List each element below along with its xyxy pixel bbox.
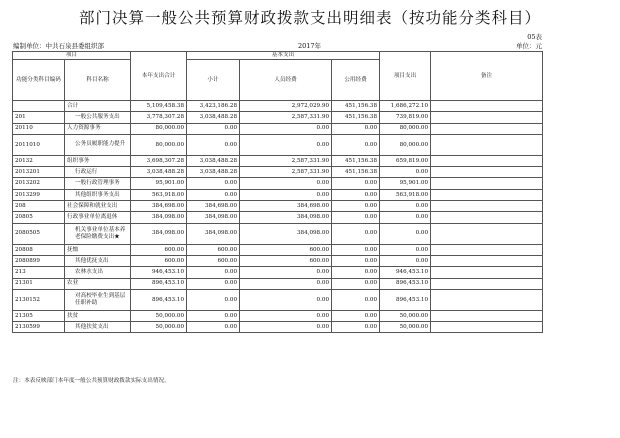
cell-subtotal: 3,038,488.28	[187, 155, 240, 166]
table-row	[13, 223, 543, 244]
header-subtotal: 小计	[187, 60, 240, 101]
header-project-exp: 项目支出	[380, 52, 431, 101]
cell-public: 451,156.38	[332, 167, 380, 178]
cell-personnel: 600.00	[240, 255, 332, 266]
cell-project: 50,000.00	[380, 310, 431, 321]
cell-code: 2011010	[13, 134, 65, 155]
cell-code: 21305	[13, 310, 65, 321]
cell-personnel: 0.00	[240, 310, 332, 321]
cell-total: 384,098.00	[131, 212, 187, 223]
cell-total: 80,000.00	[131, 134, 187, 155]
cell-subtotal: 600.00	[187, 255, 240, 266]
cell-name: 扶贫	[65, 310, 131, 321]
cell-remark	[431, 167, 543, 178]
header-annual-total: 本年支出合计	[131, 52, 187, 101]
cell-public: 0.00	[332, 322, 380, 333]
cell-total: 563,918.00	[131, 189, 187, 200]
cell-remark	[431, 155, 543, 166]
cell-remark	[431, 255, 543, 266]
header-public: 公用经费	[332, 60, 380, 101]
table-row	[13, 267, 543, 278]
cell-total: 3,038,488.28	[131, 167, 187, 178]
cell-subtotal: 0.00	[187, 322, 240, 333]
cell-project: 0.00	[380, 212, 431, 223]
cell-public: 451,156.38	[332, 112, 380, 123]
table-row	[13, 289, 543, 310]
cell-public: 0.00	[332, 244, 380, 255]
cell-subtotal: 0.00	[187, 267, 240, 278]
cell-remark	[431, 134, 543, 155]
table-row	[13, 255, 543, 266]
cell-name: 组织事务	[65, 155, 131, 166]
cell-personnel: 0.00	[240, 278, 332, 289]
cell-total: 50,000.00	[131, 310, 187, 321]
money-unit: 单位：元	[516, 42, 542, 50]
cell-code: 20132	[13, 155, 65, 166]
cell-public: 0.00	[332, 223, 380, 244]
cell-project: 0.00	[380, 255, 431, 266]
table-row	[13, 167, 543, 178]
cell-name: 社会保障和就业支出	[65, 201, 131, 212]
cell-public: 0.00	[332, 267, 380, 278]
cell-name: 对高校毕业生到基层任职补助	[65, 289, 131, 310]
table-row	[13, 123, 543, 134]
cell-project: 95,901.00	[380, 178, 431, 189]
cell-personnel: 0.00	[240, 289, 332, 310]
report-year: 2017年	[298, 42, 322, 50]
cell-personnel: 0.00	[240, 178, 332, 189]
cell-total: 50,000.00	[131, 322, 187, 333]
cell-project: 80,000.00	[380, 123, 431, 134]
cell-total: 896,453.10	[131, 278, 187, 289]
cell-personnel: 0.00	[240, 189, 332, 200]
cell-public: 0.00	[332, 278, 380, 289]
cell-project: 0.00	[380, 223, 431, 244]
cell-personnel: 2,587,331.90	[240, 155, 332, 166]
cell-code: 2080899	[13, 255, 65, 266]
cell-name: 行政事业单位离退休	[65, 212, 131, 223]
cell-remark	[431, 112, 543, 123]
cell-public: 0.00	[332, 289, 380, 310]
cell-code: 213	[13, 267, 65, 278]
cell-subtotal: 0.00	[187, 123, 240, 134]
cell-personnel: 0.00	[240, 322, 332, 333]
cell-personnel: 2,972,029.90	[240, 101, 332, 112]
cell-remark	[431, 310, 543, 321]
cell-public: 0.00	[332, 189, 380, 200]
cell-total: 946,453.10	[131, 267, 187, 278]
cell-name: 抚恤	[65, 244, 131, 255]
cell-code: 201	[13, 112, 65, 123]
cell-remark	[431, 267, 543, 278]
cell-subtotal: 384,098.00	[187, 223, 240, 244]
cell-remark	[431, 189, 543, 200]
cell-subtotal: 3,038,488.28	[187, 167, 240, 178]
cell-total: 3,698,307.28	[131, 155, 187, 166]
header-project: 项目	[13, 52, 131, 60]
cell-name: 其他扶贫支出	[65, 322, 131, 333]
table-row	[13, 278, 543, 289]
cell-personnel: 600.00	[240, 244, 332, 255]
cell-name: 公务员履职能力提升	[65, 134, 131, 155]
table-row	[13, 112, 543, 123]
cell-project: 946,453.10	[380, 267, 431, 278]
cell-code: 2130599	[13, 322, 65, 333]
cell-name: 一般公共服务支出	[65, 112, 131, 123]
cell-public: 0.00	[332, 255, 380, 266]
header-personnel: 人员经费	[240, 60, 332, 101]
cell-project: 659,819.00	[380, 155, 431, 166]
table-row	[13, 244, 543, 255]
cell-project: 563,918.00	[380, 189, 431, 200]
cell-name: 其他组织事务支出	[65, 189, 131, 200]
cell-total: 384,098.00	[131, 223, 187, 244]
cell-remark	[431, 278, 543, 289]
cell-project: 0.00	[380, 244, 431, 255]
cell-subtotal: 0.00	[187, 310, 240, 321]
cell-project: 0.00	[380, 201, 431, 212]
cell-total: 600.00	[131, 244, 187, 255]
cell-remark	[431, 123, 543, 134]
cell-project: 0.00	[380, 167, 431, 178]
header-name: 科目名称	[65, 60, 131, 101]
cell-total: 896,453.10	[131, 289, 187, 310]
table-row	[13, 201, 543, 212]
table-row	[13, 134, 543, 155]
cell-code: 2013202	[13, 178, 65, 189]
cell-subtotal: 3,038,488.28	[187, 112, 240, 123]
footnote: 注：本表反映部门本年度一般公共预算财政拨款实际支出情况。	[13, 378, 170, 384]
cell-name: 其他优抚支出	[65, 255, 131, 266]
expenditure-table	[12, 51, 543, 333]
header-basic: 基本支出	[187, 52, 380, 60]
cell-remark	[431, 212, 543, 223]
cell-subtotal: 0.00	[187, 278, 240, 289]
cell-name: 人力资源事务	[65, 123, 131, 134]
cell-subtotal: 384,098.00	[187, 212, 240, 223]
cell-subtotal: 3,423,186.28	[187, 101, 240, 112]
table-code: 05表	[527, 33, 542, 41]
cell-personnel: 384,098.00	[240, 223, 332, 244]
header-row-1	[13, 52, 543, 60]
table-row	[13, 101, 543, 112]
cell-remark	[431, 178, 543, 189]
cell-code: 208	[13, 201, 65, 212]
cell-subtotal: 600.00	[187, 244, 240, 255]
cell-remark	[431, 101, 543, 112]
cell-project: 50,000.00	[380, 322, 431, 333]
cell-code: 20805	[13, 212, 65, 223]
cell-personnel: 0.00	[240, 134, 332, 155]
cell-name: 机关事业单位基本养老保险缴费支出★	[65, 223, 131, 244]
table-row	[13, 212, 543, 223]
cell-remark	[431, 322, 543, 333]
cell-subtotal: 0.00	[187, 178, 240, 189]
cell-name: 行政运行	[65, 167, 131, 178]
cell-personnel: 2,587,331.90	[240, 167, 332, 178]
cell-name: 一般行政管理事务	[65, 178, 131, 189]
cell-total: 95,901.00	[131, 178, 187, 189]
cell-project: 896,453.10	[380, 278, 431, 289]
cell-code: 2013201	[13, 167, 65, 178]
cell-subtotal: 0.00	[187, 134, 240, 155]
reporting-unit: 编制单位：中共石泉县委组织部	[13, 42, 104, 50]
cell-personnel: 384,098.00	[240, 212, 332, 223]
cell-code: 2130152	[13, 289, 65, 310]
table-row	[13, 178, 543, 189]
cell-public: 0.00	[332, 123, 380, 134]
cell-personnel: 384,698.00	[240, 201, 332, 212]
cell-public: 0.00	[332, 310, 380, 321]
table-row	[13, 189, 543, 200]
table-row	[13, 155, 543, 166]
cell-public: 0.00	[332, 178, 380, 189]
cell-subtotal: 0.00	[187, 289, 240, 310]
cell-public: 0.00	[332, 134, 380, 155]
cell-code: 21301	[13, 278, 65, 289]
cell-name: 农业	[65, 278, 131, 289]
cell-personnel: 0.00	[240, 267, 332, 278]
report-title: 部门决算一般公共预算财政拨款支出明细表（按功能分类科目）	[78, 9, 541, 27]
cell-remark	[431, 289, 543, 310]
cell-project: 896,453.10	[380, 289, 431, 310]
header-code: 功能分类科目编码	[13, 60, 65, 101]
cell-name: 合计	[65, 101, 131, 112]
cell-code	[13, 101, 65, 112]
cell-project: 739,819.00	[380, 112, 431, 123]
cell-total: 600.00	[131, 255, 187, 266]
cell-personnel: 2,587,331.90	[240, 112, 332, 123]
cell-remark	[431, 244, 543, 255]
cell-public: 0.00	[332, 212, 380, 223]
cell-project: 1,686,272.10	[380, 101, 431, 112]
cell-project: 80,000.00	[380, 134, 431, 155]
header-remark: 备注	[431, 52, 543, 101]
cell-total: 80,000.00	[131, 123, 187, 134]
table-row	[13, 310, 543, 321]
cell-code: 20808	[13, 244, 65, 255]
cell-public: 0.00	[332, 201, 380, 212]
table-row	[13, 322, 543, 333]
cell-subtotal: 0.00	[187, 189, 240, 200]
cell-code: 2080505	[13, 223, 65, 244]
cell-total: 384,698.00	[131, 201, 187, 212]
cell-subtotal: 384,698.00	[187, 201, 240, 212]
cell-total: 3,778,307.28	[131, 112, 187, 123]
cell-total: 5,109,458.38	[131, 101, 187, 112]
cell-code: 2013299	[13, 189, 65, 200]
cell-public: 451,156.38	[332, 101, 380, 112]
cell-remark	[431, 223, 543, 244]
cell-code: 20110	[13, 123, 65, 134]
cell-remark	[431, 201, 543, 212]
cell-personnel: 0.00	[240, 123, 332, 134]
cell-name: 农林水支出	[65, 267, 131, 278]
cell-public: 451,156.38	[332, 155, 380, 166]
